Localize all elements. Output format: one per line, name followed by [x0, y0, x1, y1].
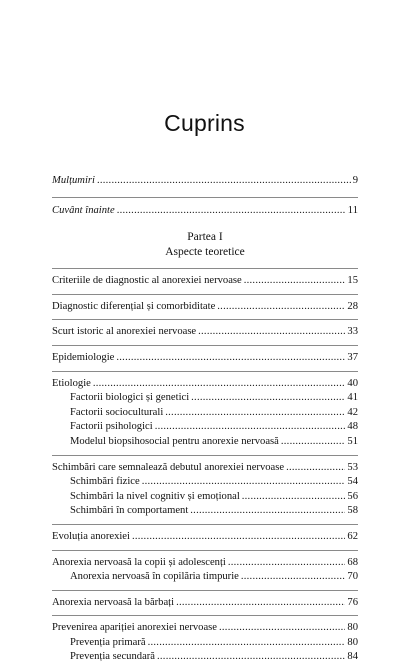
spacer — [52, 189, 358, 197]
toc-entry[interactable] — [52, 351, 358, 366]
toc-entry[interactable] — [52, 596, 358, 611]
front-matter-entry[interactable] — [52, 174, 358, 189]
dot-leader — [241, 570, 346, 585]
toc-subentry[interactable] — [52, 650, 358, 665]
page-number: 84 — [347, 651, 358, 663]
entry-title: Diagnostic diferențial și comorbiditate — [52, 300, 216, 312]
toc-subentry[interactable] — [52, 504, 358, 519]
page-number: 33 — [347, 326, 358, 338]
toc-subentry[interactable] — [52, 406, 358, 421]
entry-title: Scurt istoric al anorexiei nervoase — [52, 326, 197, 338]
dot-leader — [116, 351, 345, 366]
dot-leader — [286, 461, 345, 476]
spacer — [52, 218, 358, 226]
toc-subentry[interactable] — [52, 420, 358, 435]
toc-subentry[interactable] — [52, 570, 358, 585]
dot-leader — [219, 621, 345, 636]
dot-leader — [142, 475, 346, 490]
page-number: 70 — [347, 571, 358, 583]
entry-title: Schimbări în comportament — [70, 505, 189, 517]
dot-leader — [93, 377, 346, 392]
entry-title: Schimbări la nivel cognitiv și emoțional — [70, 490, 240, 502]
dot-leader — [155, 420, 346, 435]
entry-title: Prevenția primară — [70, 636, 146, 648]
dot-leader — [242, 490, 346, 505]
entry-title: Anorexia nervoasă în copilăria timpurie — [70, 571, 239, 583]
dot-leader — [228, 556, 346, 571]
dot-leader — [176, 596, 345, 611]
entry-title: Factorii socioculturali — [70, 406, 164, 418]
entry-title: Schimbări care semnalează debutul anorexiei nervoase — [52, 461, 285, 473]
dot-leader — [97, 174, 351, 189]
dot-leader — [117, 204, 346, 219]
toc-entry[interactable] — [52, 274, 358, 289]
page-number: 54 — [347, 476, 358, 488]
dot-leader — [132, 530, 345, 545]
toc-subentry[interactable] — [52, 475, 358, 490]
dot-leader — [281, 435, 346, 450]
page-number: 28 — [347, 300, 358, 312]
page-number: 51 — [347, 435, 358, 447]
toc-entry[interactable] — [52, 300, 358, 315]
page-number: 37 — [347, 351, 358, 363]
page-number: 41 — [347, 392, 358, 404]
entry-title: Evoluția anorexiei — [52, 530, 130, 542]
toc-subentry[interactable] — [52, 391, 358, 406]
page-number: 53 — [347, 461, 358, 473]
entry-title: Schimbări fizice — [70, 476, 140, 488]
toc-entry[interactable] — [52, 530, 358, 545]
entry-title: Anorexia nervoasă la copii și adolescenți — [52, 556, 226, 568]
toc-entry[interactable] — [52, 325, 358, 340]
entry-title: Anorexia nervoasă la bărbați — [52, 596, 175, 608]
toc-entry[interactable] — [52, 461, 358, 476]
entry-title: Prevenirea apariției anorexiei nervoase — [52, 622, 217, 634]
dot-leader — [217, 300, 345, 315]
toc-entry[interactable] — [52, 377, 358, 392]
entry-title: Epidemiologie — [52, 351, 115, 363]
page-number: 48 — [347, 421, 358, 433]
page-title: Cuprins — [164, 110, 245, 136]
page-number: 62 — [347, 530, 358, 542]
table-of-contents — [52, 174, 358, 670]
entry-title: Factorii biologici și genetici — [70, 392, 190, 404]
toc-entry[interactable] — [52, 621, 358, 636]
toc-entry[interactable] — [52, 556, 358, 571]
page-number: 80 — [347, 622, 358, 634]
part-label: Partea I — [187, 231, 223, 244]
page-number: 68 — [347, 556, 358, 568]
page-number: 76 — [347, 596, 358, 608]
page-number: 15 — [347, 275, 358, 287]
page-number: 80 — [347, 636, 358, 648]
page-number: 9 — [352, 175, 358, 186]
dot-leader — [157, 650, 345, 665]
entry-title: Prevenția secundară — [70, 651, 156, 663]
entry-title: Criteriile de diagnostic al anorexiei nervoase — [52, 275, 242, 287]
toc-subentry[interactable] — [52, 490, 358, 505]
dot-leader — [190, 504, 345, 519]
entry-title: Cuvânt înainte — [52, 204, 115, 216]
page-number: 42 — [347, 406, 358, 418]
entry-title: Modelul biopsihosocial pentru anorexie nervoasă — [70, 435, 279, 447]
front-matter-entry[interactable] — [52, 204, 358, 219]
page-number: 58 — [347, 505, 358, 517]
toc-subentry[interactable] — [52, 636, 358, 651]
part-title: Aspecte teoretice — [165, 246, 245, 259]
spacer — [52, 260, 358, 268]
page-number: 11 — [347, 204, 358, 216]
dot-leader — [191, 391, 345, 406]
entry-title: Mulțumiri — [52, 175, 95, 186]
dot-leader — [244, 274, 346, 289]
entry-title: Factorii psihologici — [70, 421, 153, 433]
page-number: 40 — [347, 377, 358, 389]
dot-leader — [198, 325, 345, 340]
page-number: 56 — [347, 490, 358, 502]
spacer — [52, 665, 358, 670]
dot-leader — [148, 636, 346, 651]
dot-leader — [165, 406, 345, 421]
toc-subentry[interactable] — [52, 435, 358, 450]
entry-title: Etiologie — [52, 377, 91, 389]
